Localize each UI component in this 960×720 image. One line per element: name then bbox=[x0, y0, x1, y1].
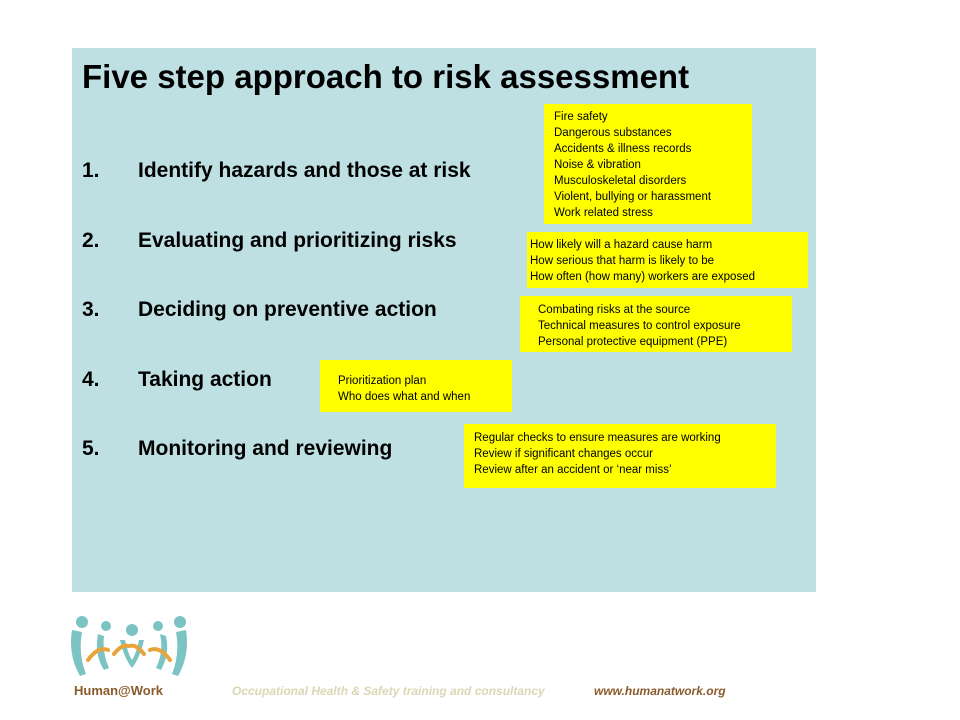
callout-line: Who does what and when bbox=[338, 391, 471, 403]
callout-line: Accidents & illness records bbox=[554, 143, 692, 155]
callout-line: Dangerous substances bbox=[554, 127, 672, 139]
step-label: Taking action bbox=[138, 368, 272, 391]
callout-line: Work related stress bbox=[554, 207, 653, 219]
footer-url: www.humanatwork.org bbox=[594, 684, 726, 698]
footer-tagline: Occupational Health & Safety training and consultancy bbox=[232, 684, 545, 698]
callout-line: Combating risks at the source bbox=[538, 304, 691, 316]
step-label: Monitoring and reviewing bbox=[138, 437, 393, 460]
callout-line: Personal protective equipment (PPE) bbox=[538, 336, 728, 348]
callout-line: How often (how many) workers are exposed bbox=[530, 271, 755, 283]
callout-line: Noise & vibration bbox=[554, 159, 641, 171]
logo-text: Human@Work bbox=[74, 683, 164, 698]
step-number: 4. bbox=[82, 368, 100, 391]
step-number: 3. bbox=[82, 298, 100, 321]
callout-line: How serious that harm is likely to be bbox=[530, 255, 715, 267]
step-label: Evaluating and prioritizing risks bbox=[138, 229, 457, 252]
callout-line: Fire safety bbox=[554, 111, 608, 123]
step-number: 1. bbox=[82, 159, 100, 182]
slide-title: Five step approach to risk assessment bbox=[82, 58, 690, 95]
step-number: 5. bbox=[82, 437, 100, 460]
callout-line: How likely will a hazard cause harm bbox=[530, 239, 713, 251]
callout-hazards bbox=[544, 104, 752, 224]
callout-line: Review after an accident or ‘near miss’ bbox=[474, 464, 672, 476]
callout-line: Prioritization plan bbox=[338, 375, 427, 387]
callout-preventive bbox=[520, 296, 792, 352]
callout-action bbox=[320, 360, 512, 412]
callout-line: Musculoskeletal disorders bbox=[554, 175, 687, 187]
callout-line: Violent, bullying or harassment bbox=[554, 191, 712, 203]
step-label: Deciding on preventive action bbox=[138, 298, 437, 321]
step-number: 2. bbox=[82, 229, 100, 252]
callout-line: Technical measures to control exposure bbox=[538, 320, 741, 332]
callout-evaluation bbox=[527, 232, 808, 288]
callout-line: Review if significant changes occur bbox=[474, 448, 653, 460]
callout-monitoring bbox=[464, 424, 776, 488]
step-label: Identify hazards and those at risk bbox=[138, 159, 471, 182]
callout-line: Regular checks to ensure measures are working bbox=[474, 432, 721, 444]
